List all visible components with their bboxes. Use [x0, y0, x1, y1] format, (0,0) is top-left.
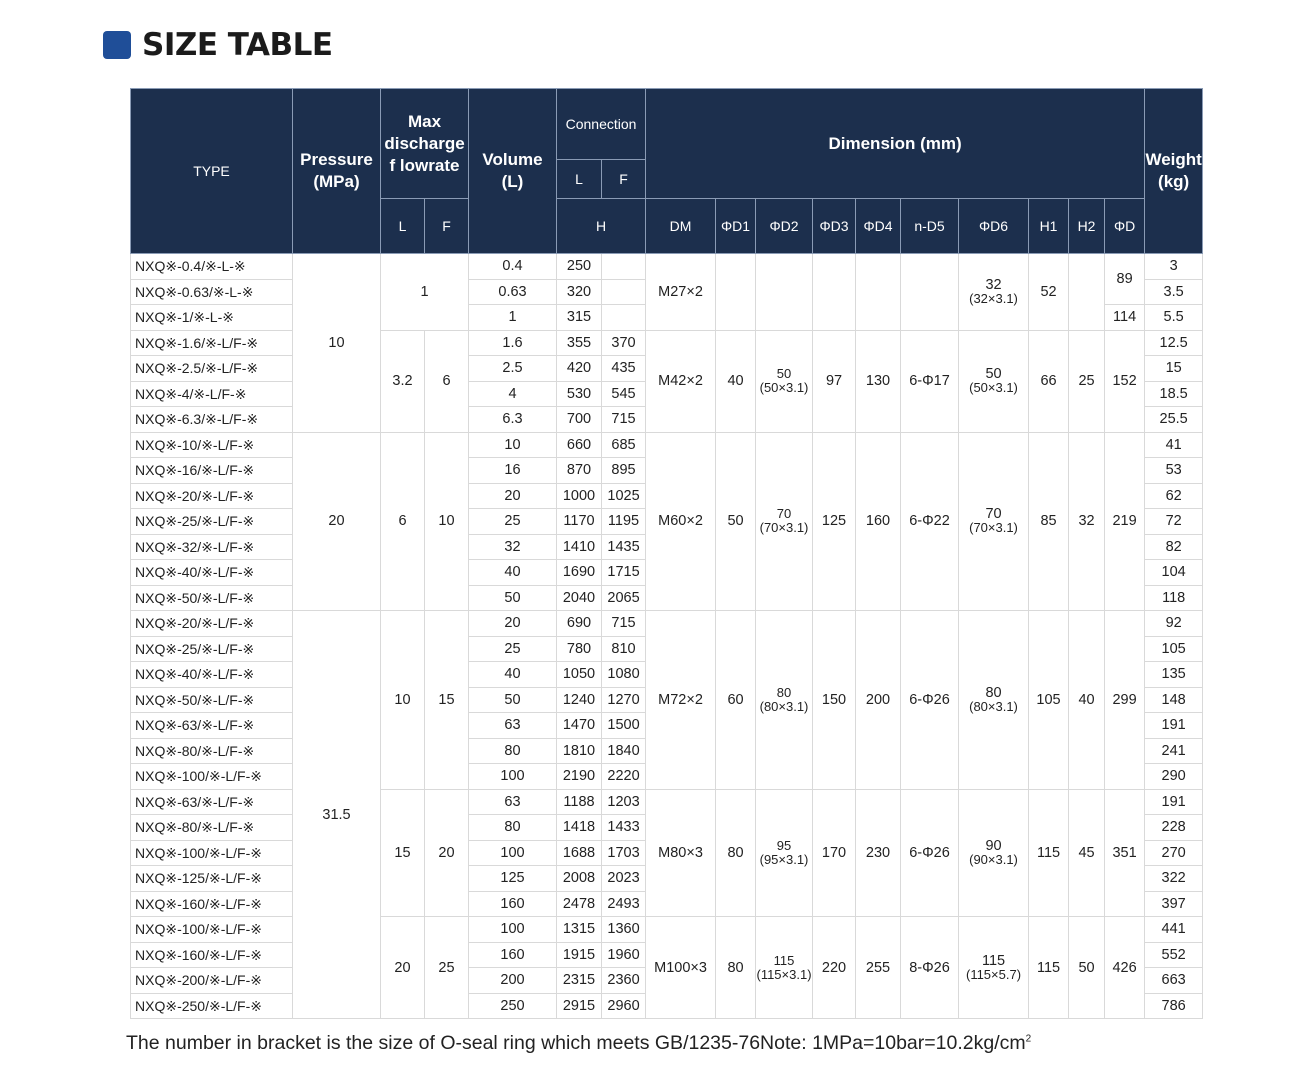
footnote [126, 1032, 1031, 1055]
cell-d4: 230 [856, 789, 901, 917]
cell-weight: 228 [1145, 815, 1203, 841]
cell-type: NXQ※-6.3/※-L/F-※ [131, 407, 293, 433]
cell-d6: 115 (115×5.7) [959, 917, 1029, 1019]
cell-h1: 115 [1029, 789, 1069, 917]
cell-volume: 50 [469, 585, 557, 611]
cell-h-f: 545 [602, 381, 646, 407]
cell-h-l: 320 [557, 279, 602, 305]
header-dm: DM [646, 199, 716, 254]
cell-flow-l: 6 [381, 432, 425, 611]
cell-type: NXQ※-80/※-L/F-※ [131, 738, 293, 764]
header-d6: ΦD6 [959, 199, 1029, 254]
cell-dm: M72×2 [646, 611, 716, 790]
cell-volume: 200 [469, 968, 557, 994]
cell-h-f: 2960 [602, 993, 646, 1019]
cell-weight: 663 [1145, 968, 1203, 994]
cell-weight: 53 [1145, 458, 1203, 484]
cell-h-l: 2008 [557, 866, 602, 892]
cell-volume: 1.6 [469, 330, 557, 356]
cell-flow-f: 15 [425, 611, 469, 790]
cell-d1: 80 [716, 789, 756, 917]
cell-h-f: 435 [602, 356, 646, 382]
cell-h1: 52 [1029, 254, 1069, 331]
cell-volume: 16 [469, 458, 557, 484]
cell-d: 89 [1105, 254, 1145, 305]
cell-h-f: 1703 [602, 840, 646, 866]
cell-h-f [602, 305, 646, 331]
cell-dm: M80×3 [646, 789, 716, 917]
header-d1: ΦD1 [716, 199, 756, 254]
cell-weight: 191 [1145, 789, 1203, 815]
cell-d6: 70 (70×3.1) [959, 432, 1029, 611]
cell-d4: 200 [856, 611, 901, 790]
table-row [131, 432, 1203, 458]
cell-flow-f: 25 [425, 917, 469, 1019]
cell-type: NXQ※-160/※-L/F-※ [131, 891, 293, 917]
cell-d6: 90 (90×3.1) [959, 789, 1029, 917]
cell-type: NXQ※-100/※-L/F-※ [131, 840, 293, 866]
cell-type: NXQ※-50/※-L/F-※ [131, 687, 293, 713]
table-row [131, 611, 1203, 637]
cell-h-f [602, 279, 646, 305]
cell-type: NXQ※-20/※-L/F-※ [131, 483, 293, 509]
cell-d: 299 [1105, 611, 1145, 790]
cell-dm: M60×2 [646, 432, 716, 611]
cell-weight: 441 [1145, 917, 1203, 943]
cell-volume: 100 [469, 917, 557, 943]
cell-weight: 270 [1145, 840, 1203, 866]
cell-volume: 80 [469, 738, 557, 764]
cell-h-l: 2040 [557, 585, 602, 611]
cell-flow-l: 20 [381, 917, 425, 1019]
cell-d: 351 [1105, 789, 1145, 917]
cell-h-l: 355 [557, 330, 602, 356]
cell-weight: 105 [1145, 636, 1203, 662]
table-row [131, 330, 1203, 356]
cell-d2: 70 (70×3.1) [756, 432, 813, 611]
cell-flow-f: 20 [425, 789, 469, 917]
cell-volume: 4 [469, 381, 557, 407]
cell-volume: 63 [469, 789, 557, 815]
cell-h-l: 530 [557, 381, 602, 407]
cell-d4: 160 [856, 432, 901, 611]
cell-weight: 72 [1145, 509, 1203, 535]
cell-h-f: 1270 [602, 687, 646, 713]
cell-h-f: 2493 [602, 891, 646, 917]
cell-n-d5: 6-Φ22 [901, 432, 959, 611]
cell-d: 114 [1105, 305, 1145, 331]
cell-h-l: 1188 [557, 789, 602, 815]
cell-d1: 50 [716, 432, 756, 611]
cell-volume: 125 [469, 866, 557, 892]
cell-weight: 3 [1145, 254, 1203, 280]
title-text: SIZE TABLE [142, 27, 333, 63]
cell-h-f: 1080 [602, 662, 646, 688]
cell-d2: 50 (50×3.1) [756, 330, 813, 432]
page-title [103, 28, 333, 62]
cell-weight: 104 [1145, 560, 1203, 586]
cell-flow: 1 [381, 254, 469, 331]
cell-h-l: 2315 [557, 968, 602, 994]
cell-type: NXQ※-20/※-L/F-※ [131, 611, 293, 637]
cell-type: NXQ※-25/※-L/F-※ [131, 509, 293, 535]
cell-volume: 25 [469, 636, 557, 662]
cell-h-l: 1690 [557, 560, 602, 586]
cell-d4: 130 [856, 330, 901, 432]
cell-volume: 1 [469, 305, 557, 331]
cell-volume: 50 [469, 687, 557, 713]
cell-h-l: 1000 [557, 483, 602, 509]
header-dimension: Dimension (mm) [646, 89, 1145, 199]
cell-flow-f: 6 [425, 330, 469, 432]
footnote-superscript: 2 [1025, 1033, 1032, 1045]
cell-weight: 41 [1145, 432, 1203, 458]
cell-d3: 97 [813, 330, 856, 432]
cell-h1: 115 [1029, 917, 1069, 1019]
cell-h-l: 2915 [557, 993, 602, 1019]
cell-h-l: 780 [557, 636, 602, 662]
cell-h-f: 2360 [602, 968, 646, 994]
cell-h-l: 1688 [557, 840, 602, 866]
cell-type: NXQ※-63/※-L/F-※ [131, 789, 293, 815]
cell-h-l: 660 [557, 432, 602, 458]
cell-n-d5: 8-Φ26 [901, 917, 959, 1019]
cell-volume: 100 [469, 840, 557, 866]
cell-h-l: 250 [557, 254, 602, 280]
cell-d3 [813, 254, 856, 331]
cell-h-f: 810 [602, 636, 646, 662]
cell-d6: 50 (50×3.1) [959, 330, 1029, 432]
cell-d4 [856, 254, 901, 331]
cell-type: NXQ※-1.6/※-L/F-※ [131, 330, 293, 356]
cell-type: NXQ※-200/※-L/F-※ [131, 968, 293, 994]
cell-weight: 18.5 [1145, 381, 1203, 407]
cell-d2: 95 (95×3.1) [756, 789, 813, 917]
header-max-discharge-flowrate: Max discharge f lowrate [381, 89, 469, 199]
cell-type: NXQ※-10/※-L/F-※ [131, 432, 293, 458]
cell-weight: 12.5 [1145, 330, 1203, 356]
cell-weight: 135 [1145, 662, 1203, 688]
cell-n-d5: 6-Φ26 [901, 789, 959, 917]
cell-flow-l: 10 [381, 611, 425, 790]
cell-h1: 66 [1029, 330, 1069, 432]
header-connection-f: F [602, 160, 646, 199]
cell-d6: 80 (80×3.1) [959, 611, 1029, 790]
cell-pressure: 31.5 [293, 611, 381, 1019]
cell-type: NXQ※-4/※-L/F-※ [131, 381, 293, 407]
header-d4: ΦD4 [856, 199, 901, 254]
cell-d1: 80 [716, 917, 756, 1019]
cell-type: NXQ※-125/※-L/F-※ [131, 866, 293, 892]
cell-weight: 62 [1145, 483, 1203, 509]
cell-flow-f: 10 [425, 432, 469, 611]
cell-h-l: 1050 [557, 662, 602, 688]
cell-pressure: 20 [293, 432, 381, 611]
cell-type: NXQ※-25/※-L/F-※ [131, 636, 293, 662]
table-row [131, 254, 1203, 280]
cell-type: NXQ※-100/※-L/F-※ [131, 764, 293, 790]
cell-h-f: 1025 [602, 483, 646, 509]
cell-type: NXQ※-50/※-L/F-※ [131, 585, 293, 611]
header-d3: ΦD3 [813, 199, 856, 254]
cell-volume: 250 [469, 993, 557, 1019]
header-h: H [557, 199, 646, 254]
header-volume: Volume (L) [469, 89, 557, 254]
cell-d1: 40 [716, 330, 756, 432]
header-flow-f: F [425, 199, 469, 254]
cell-h-l: 700 [557, 407, 602, 433]
header-weight: Weight (kg) [1145, 89, 1203, 254]
cell-weight: 241 [1145, 738, 1203, 764]
header-d: ΦD [1105, 199, 1145, 254]
cell-weight: 5.5 [1145, 305, 1203, 331]
cell-dm: M42×2 [646, 330, 716, 432]
cell-type: NXQ※-160/※-L/F-※ [131, 942, 293, 968]
cell-weight: 118 [1145, 585, 1203, 611]
header-d2: ΦD2 [756, 199, 813, 254]
cell-h2: 40 [1069, 611, 1105, 790]
cell-h-f: 1435 [602, 534, 646, 560]
cell-h-l: 690 [557, 611, 602, 637]
cell-weight: 552 [1145, 942, 1203, 968]
cell-type: NXQ※-40/※-L/F-※ [131, 560, 293, 586]
cell-type: NXQ※-80/※-L/F-※ [131, 815, 293, 841]
cell-h-f [602, 254, 646, 280]
cell-h-l: 1240 [557, 687, 602, 713]
cell-type: NXQ※-2.5/※-L/F-※ [131, 356, 293, 382]
cell-weight: 148 [1145, 687, 1203, 713]
cell-type: NXQ※-32/※-L/F-※ [131, 534, 293, 560]
header-h2: H2 [1069, 199, 1105, 254]
cell-h-f: 1360 [602, 917, 646, 943]
cell-volume: 160 [469, 942, 557, 968]
cell-type: NXQ※-1/※-L-※ [131, 305, 293, 331]
cell-n-d5: 6-Φ26 [901, 611, 959, 790]
cell-h-f: 715 [602, 407, 646, 433]
footnote-text: The number in bracket is the size of O-seal ring which meets GB/1235-76Note: 1MPa=10bar=10.2kg/cm [126, 1032, 1026, 1054]
cell-volume: 20 [469, 611, 557, 637]
cell-volume: 100 [469, 764, 557, 790]
cell-d4: 255 [856, 917, 901, 1019]
cell-d: 152 [1105, 330, 1145, 432]
cell-dm: M100×3 [646, 917, 716, 1019]
cell-d2: 80 (80×3.1) [756, 611, 813, 790]
cell-d2: 115 (115×3.1) [756, 917, 813, 1019]
size-table [130, 88, 1203, 1019]
header-connection-l: L [557, 160, 602, 199]
cell-weight: 3.5 [1145, 279, 1203, 305]
header-pressure: Pressure (MPa) [293, 89, 381, 254]
cell-h2 [1069, 254, 1105, 331]
cell-volume: 20 [469, 483, 557, 509]
cell-pressure: 10 [293, 254, 381, 433]
cell-n-d5 [901, 254, 959, 331]
cell-type: NXQ※-100/※-L/F-※ [131, 917, 293, 943]
cell-h-l: 1410 [557, 534, 602, 560]
cell-h-l: 1315 [557, 917, 602, 943]
cell-volume: 6.3 [469, 407, 557, 433]
cell-h-l: 420 [557, 356, 602, 382]
cell-weight: 25.5 [1145, 407, 1203, 433]
cell-d3: 150 [813, 611, 856, 790]
cell-h-f: 685 [602, 432, 646, 458]
cell-d1: 60 [716, 611, 756, 790]
cell-volume: 2.5 [469, 356, 557, 382]
cell-h-l: 1418 [557, 815, 602, 841]
cell-h-f: 1500 [602, 713, 646, 739]
cell-h-f: 1195 [602, 509, 646, 535]
title-square-icon [103, 31, 131, 59]
cell-volume: 25 [469, 509, 557, 535]
cell-volume: 63 [469, 713, 557, 739]
cell-h-f: 2220 [602, 764, 646, 790]
table-row [131, 917, 1203, 943]
cell-type: NXQ※-0.4/※-L-※ [131, 254, 293, 280]
cell-weight: 290 [1145, 764, 1203, 790]
cell-h-l: 2478 [557, 891, 602, 917]
cell-n-d5: 6-Φ17 [901, 330, 959, 432]
header-flow-l: L [381, 199, 425, 254]
cell-volume: 80 [469, 815, 557, 841]
cell-h2: 25 [1069, 330, 1105, 432]
cell-volume: 0.63 [469, 279, 557, 305]
cell-h-f: 895 [602, 458, 646, 484]
header-type: TYPE [131, 89, 293, 254]
cell-flow-l: 3.2 [381, 330, 425, 432]
cell-flow-l: 15 [381, 789, 425, 917]
cell-d3: 170 [813, 789, 856, 917]
cell-h1: 85 [1029, 432, 1069, 611]
cell-h2: 32 [1069, 432, 1105, 611]
cell-volume: 40 [469, 662, 557, 688]
cell-volume: 40 [469, 560, 557, 586]
cell-weight: 322 [1145, 866, 1203, 892]
cell-h-f: 2023 [602, 866, 646, 892]
cell-h-f: 2065 [602, 585, 646, 611]
cell-h2: 45 [1069, 789, 1105, 917]
cell-h-f: 1840 [602, 738, 646, 764]
cell-weight: 191 [1145, 713, 1203, 739]
cell-h-f: 1433 [602, 815, 646, 841]
cell-h-f: 370 [602, 330, 646, 356]
cell-type: NXQ※-40/※-L/F-※ [131, 662, 293, 688]
header-connection: Connection [557, 89, 646, 160]
cell-dm: M27×2 [646, 254, 716, 331]
cell-type: NXQ※-250/※-L/F-※ [131, 993, 293, 1019]
cell-volume: 160 [469, 891, 557, 917]
cell-h-l: 1470 [557, 713, 602, 739]
cell-h-l: 870 [557, 458, 602, 484]
cell-h-l: 2190 [557, 764, 602, 790]
header-h1: H1 [1029, 199, 1069, 254]
cell-h-f: 1960 [602, 942, 646, 968]
cell-volume: 10 [469, 432, 557, 458]
cell-h-l: 1810 [557, 738, 602, 764]
cell-volume: 32 [469, 534, 557, 560]
cell-h-f: 1203 [602, 789, 646, 815]
cell-d: 219 [1105, 432, 1145, 611]
table-row [131, 789, 1203, 815]
cell-h-f: 1715 [602, 560, 646, 586]
cell-weight: 397 [1145, 891, 1203, 917]
cell-h1: 105 [1029, 611, 1069, 790]
cell-d1 [716, 254, 756, 331]
cell-type: NXQ※-63/※-L/F-※ [131, 713, 293, 739]
cell-h-l: 1915 [557, 942, 602, 968]
cell-d3: 125 [813, 432, 856, 611]
cell-volume: 0.4 [469, 254, 557, 280]
cell-weight: 92 [1145, 611, 1203, 637]
cell-h-l: 315 [557, 305, 602, 331]
cell-type: NXQ※-16/※-L/F-※ [131, 458, 293, 484]
cell-d3: 220 [813, 917, 856, 1019]
cell-weight: 82 [1145, 534, 1203, 560]
cell-h2: 50 [1069, 917, 1105, 1019]
cell-h-f: 715 [602, 611, 646, 637]
cell-type: NXQ※-0.63/※-L-※ [131, 279, 293, 305]
cell-weight: 786 [1145, 993, 1203, 1019]
cell-h-l: 1170 [557, 509, 602, 535]
cell-d: 426 [1105, 917, 1145, 1019]
cell-d6: 32 (32×3.1) [959, 254, 1029, 331]
cell-d2 [756, 254, 813, 331]
cell-weight: 15 [1145, 356, 1203, 382]
header-n-d5: n-D5 [901, 199, 959, 254]
